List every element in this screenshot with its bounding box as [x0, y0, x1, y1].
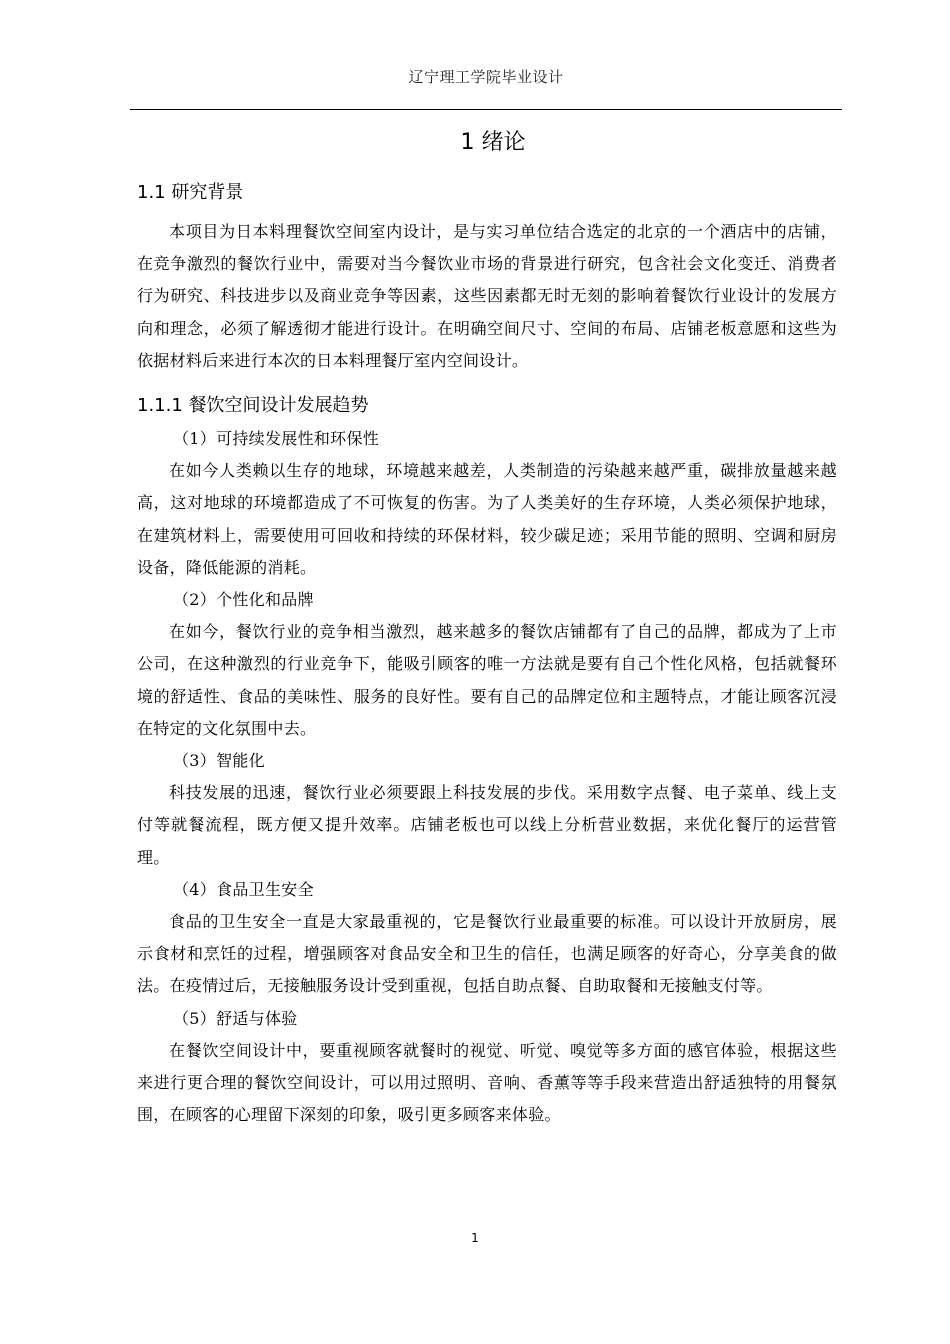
trend-item-paragraph: 食品的卫生安全一直是大家最重视的，它是餐饮行业最重要的标准。可以设计开放厨房，展示食材和烹饪的过程，增强顾客对食品安全和卫生的信任，也满足顾客的好奇心，分享美食的做法。在疫情过后，无接触服务设计受到重视，包括自助点餐、自助取餐和无接触支付等。 — [137, 912, 837, 996]
section-1-1-paragraph: 本项目为日本料理餐饮空间室内设计，是与实习单位结合选定的北京的一个酒店中的店铺，在竞争激烈的餐饮行业中，需要对当今餐饮业市场的背景进行研究，包含社会文化变迁、消费者行为研究、科技进步以及商业竞争等因素，这些因素都无时无刻的影响着餐饮行业设计的发展方向和理念，必须了解透彻才能进行设计。在明确空间尺寸、空间的布局、店铺老板意愿和这些为依据材料后来进行本次的日本料理餐厅室内空间设计。 — [137, 222, 837, 370]
trend-item-paragraph: 在餐饮空间设计中，要重视顾客就餐时的视觉、听觉、嗅觉等多方面的感官体验，根据这些来进行更合理的餐饮空间设计，可以用过照明、音响、香薰等等手段来营造出舒适独特的用餐氛围，在顾客的心理留下深刻的印象，吸引更多顾客来体验。 — [137, 1040, 837, 1125]
trend-item-title: （4）食品卫生安全 — [173, 879, 314, 899]
trend-item-paragraph: 在如今人类赖以生存的地球，环境越来越差，人类制造的污染越来越严重，碳排放量越来越高，这对地球的环境都造成了不可恢复的伤害。为了人类美好的生存环境，人类必须保护地球，在建筑材料上，需要使用可回收和持续的环保材料，较少碳足迹；采用节能的照明、空调和厨房设备，降低能源的消耗。 — [137, 461, 837, 577]
chapter-title: 1 绪论 — [460, 130, 526, 155]
trend-item-paragraph: 科技发展的迅速，餐饮行业必须要跟上科技发展的步伐。采用数字点餐、电子菜单、线上支付等就餐流程，既方便又提升效率。店铺老板也可以线上分析营业数据，来优化餐厅的运营管理。 — [137, 783, 837, 867]
header-divider — [130, 109, 842, 110]
trend-item-title: （5）舒适与体验 — [173, 1008, 298, 1028]
page-number: 1 — [471, 1231, 479, 1245]
running-header: 辽宁理工学院毕业设计 — [408, 68, 564, 86]
body-text — [137, 124, 837, 1131]
trend-item-title: （2）个性化和品牌 — [173, 590, 314, 610]
trend-item-title: （1）可持续发展性和环保性 — [173, 429, 380, 449]
section-heading-1-1: 1.1 研究背景 — [137, 182, 244, 203]
trend-item-paragraph: 在如今，餐饮行业的竞争相当激烈，越来越多的餐饮店铺都有了自己的品牌，都成为了上市公司，在这种激烈的行业竞争下，能吸引顾客的唯一方法就是要有自己个性化风格，包括就餐环境的舒适性、食品的美味性、服务的良好性。要有自己的品牌定位和主题特点，才能让顾客沉浸在特定的文化氛围中去。 — [137, 622, 837, 738]
section-heading-1-1-1: 1.1.1 餐饮空间设计发展趋势 — [137, 395, 369, 417]
trend-item-title: （3）智能化 — [173, 751, 265, 771]
